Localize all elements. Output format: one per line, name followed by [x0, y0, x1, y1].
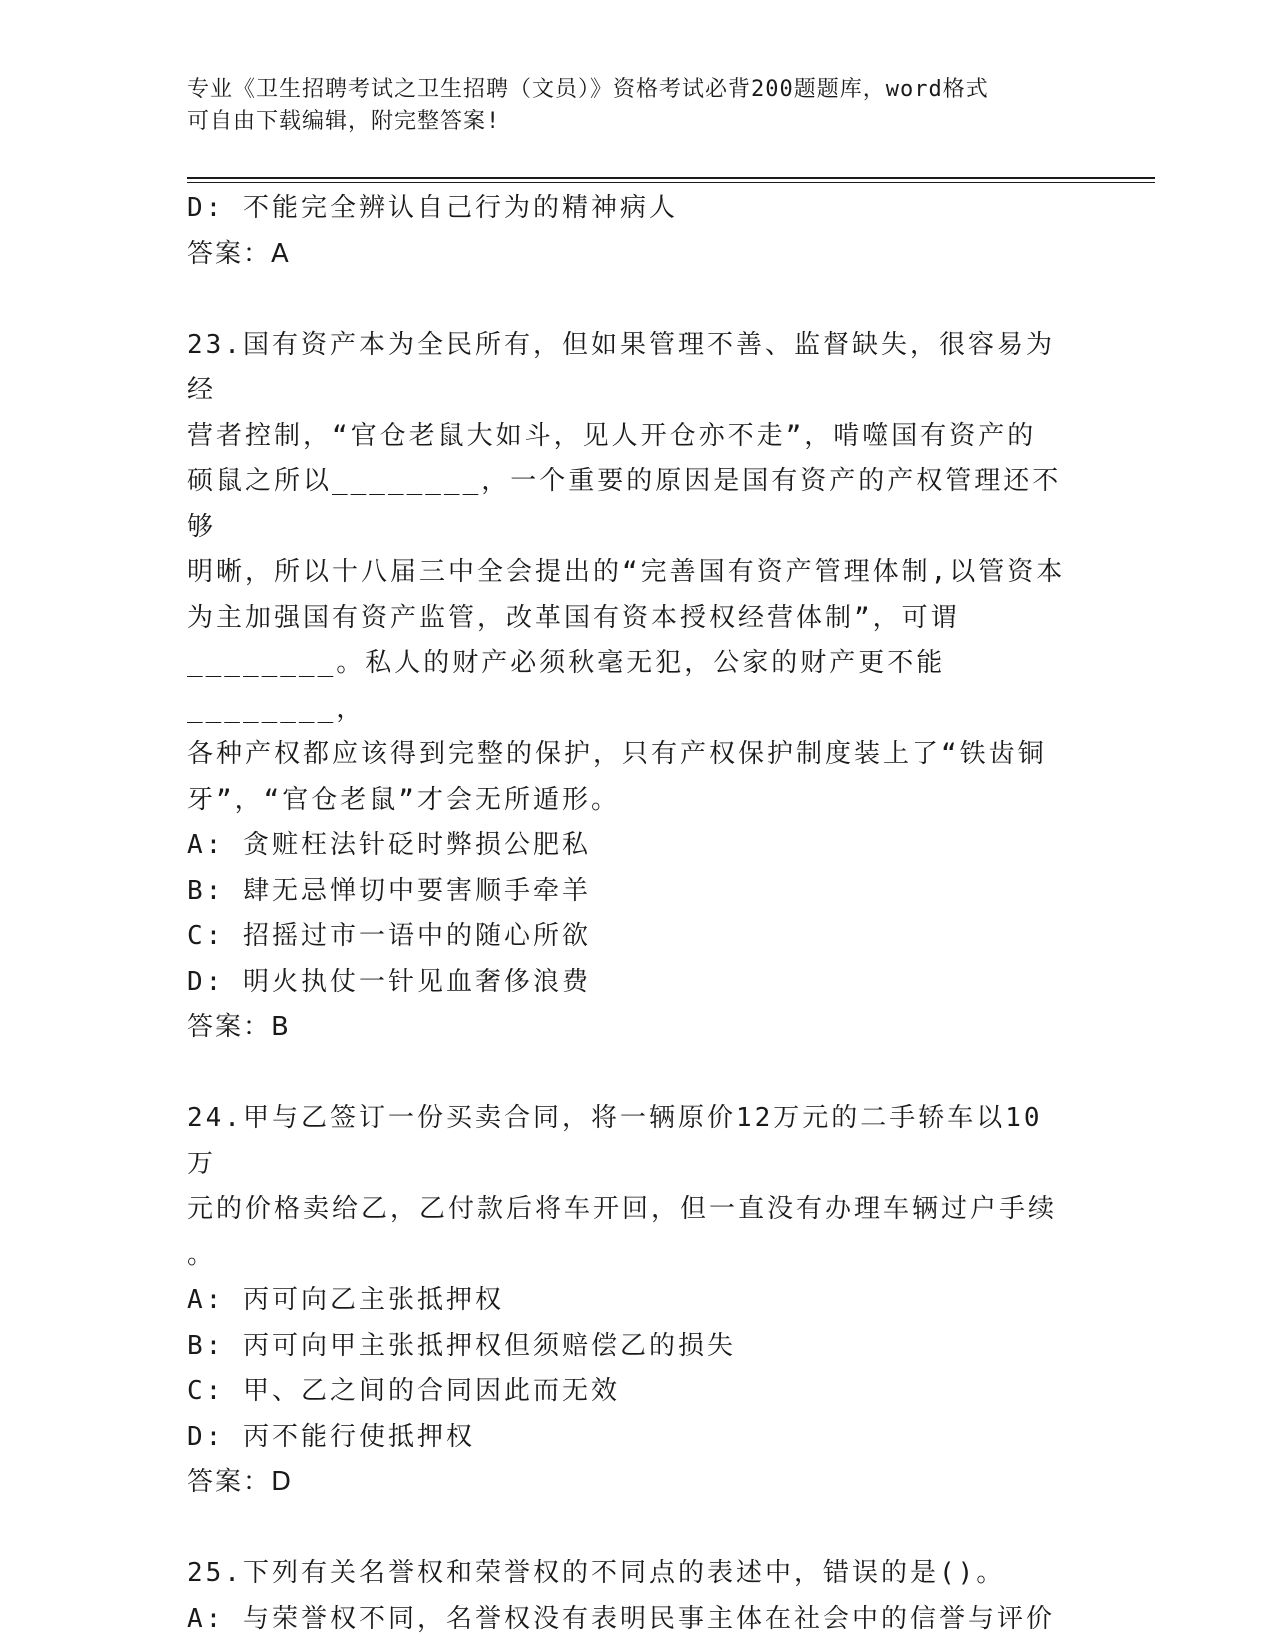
- question-25: [187, 1551, 1067, 1642]
- question-25-option-a: A: 与荣誉权不同，名誉权没有表明民事主体在社会中的信誉与评价: [187, 1603, 1055, 1634]
- question-23-text-line: 为主加强国有资产监管，改革国有资本授权经营体制”，可谓: [187, 602, 960, 633]
- document-body: [187, 186, 1067, 1642]
- question-23-option-b: B: 肆无忌惮切中要害顺手牵羊: [187, 875, 591, 906]
- question-24: [187, 1096, 1067, 1506]
- prev-question-option-d: D: 不能完全辨认自己行为的精神病人: [187, 193, 678, 223]
- prev-question-answer: 答案：A: [187, 238, 291, 269]
- question-24-text-line: 元的价格卖给乙，乙付款后将车开回，但一直没有办理车辆过户手续: [187, 1194, 1058, 1224]
- header-divider: [187, 177, 1155, 183]
- question-25-text-line: 25.下列有关名誉权和荣誉权的不同点的表述中，错误的是()。: [187, 1558, 1006, 1588]
- question-24-option-c: C: 甲、乙之间的合同因此而无效: [187, 1376, 620, 1406]
- question-23-text-line: ________。私人的财产必须秋毫无犯，公家的财产更不能________，: [187, 648, 946, 724]
- question-24-answer: 答案：D: [187, 1467, 294, 1497]
- question-23-text-line: 明晰，所以十八届三中全会提出的“完善国有资产管理体制,以管资本: [187, 557, 1066, 587]
- question-23-option-d: D: 明火执仗一针见血奢侈浪费: [187, 966, 591, 997]
- question-23-option-c: C: 招摇过市一语中的随心所欲: [187, 921, 591, 951]
- question-24-text-line: 24.甲与乙签订一份买卖合同，将一辆原价12万元的二手轿车以10万: [187, 1103, 1043, 1179]
- question-24-option-a: A: 丙可向乙主张抵押权: [187, 1285, 504, 1315]
- question-23: [187, 323, 1067, 1051]
- spacer: [187, 1051, 1067, 1097]
- spacer: [187, 277, 1067, 323]
- question-23-text-line: 牙”，“官仓老鼠”才会无所遁形。: [187, 784, 620, 815]
- document-page: [187, 0, 1155, 1650]
- question-24-option-d: D: 丙不能行使抵押权: [187, 1421, 475, 1452]
- question-23-text-line: 硕鼠之所以________，一个重要的原因是国有资产的产权管理还不够: [187, 466, 1062, 542]
- header-title-line-2: 可自由下载编辑，附完整答案!: [187, 109, 501, 134]
- question-23-text-line: 23.国有资产本为全民所有，但如果管理不善、监督缺失，很容易为经: [187, 329, 1055, 405]
- question-23-text-line: 营者控制，“官仓老鼠大如斗，见人开仓亦不走”，啃噬国有资产的: [187, 420, 1037, 451]
- question-23-answer: 答案：B: [187, 1012, 291, 1042]
- question-24-option-b: B: 丙可向甲主张抵押权但须赔偿乙的损失: [187, 1330, 736, 1361]
- question-24-text-line: 。: [187, 1239, 217, 1270]
- header-title-line-1: 专业《卫生招聘考试之卫生招聘（文员）》资格考试必背200题题库，word格式: [187, 77, 989, 102]
- document-header: [187, 74, 1067, 138]
- question-23-text-line: 各种产权都应该得到完整的保护，只有产权保护制度装上了“铁齿铜: [187, 739, 1047, 769]
- question-23-option-a: A: 贪赃枉法针砭时弊损公肥私: [187, 830, 591, 860]
- spacer: [187, 1506, 1067, 1552]
